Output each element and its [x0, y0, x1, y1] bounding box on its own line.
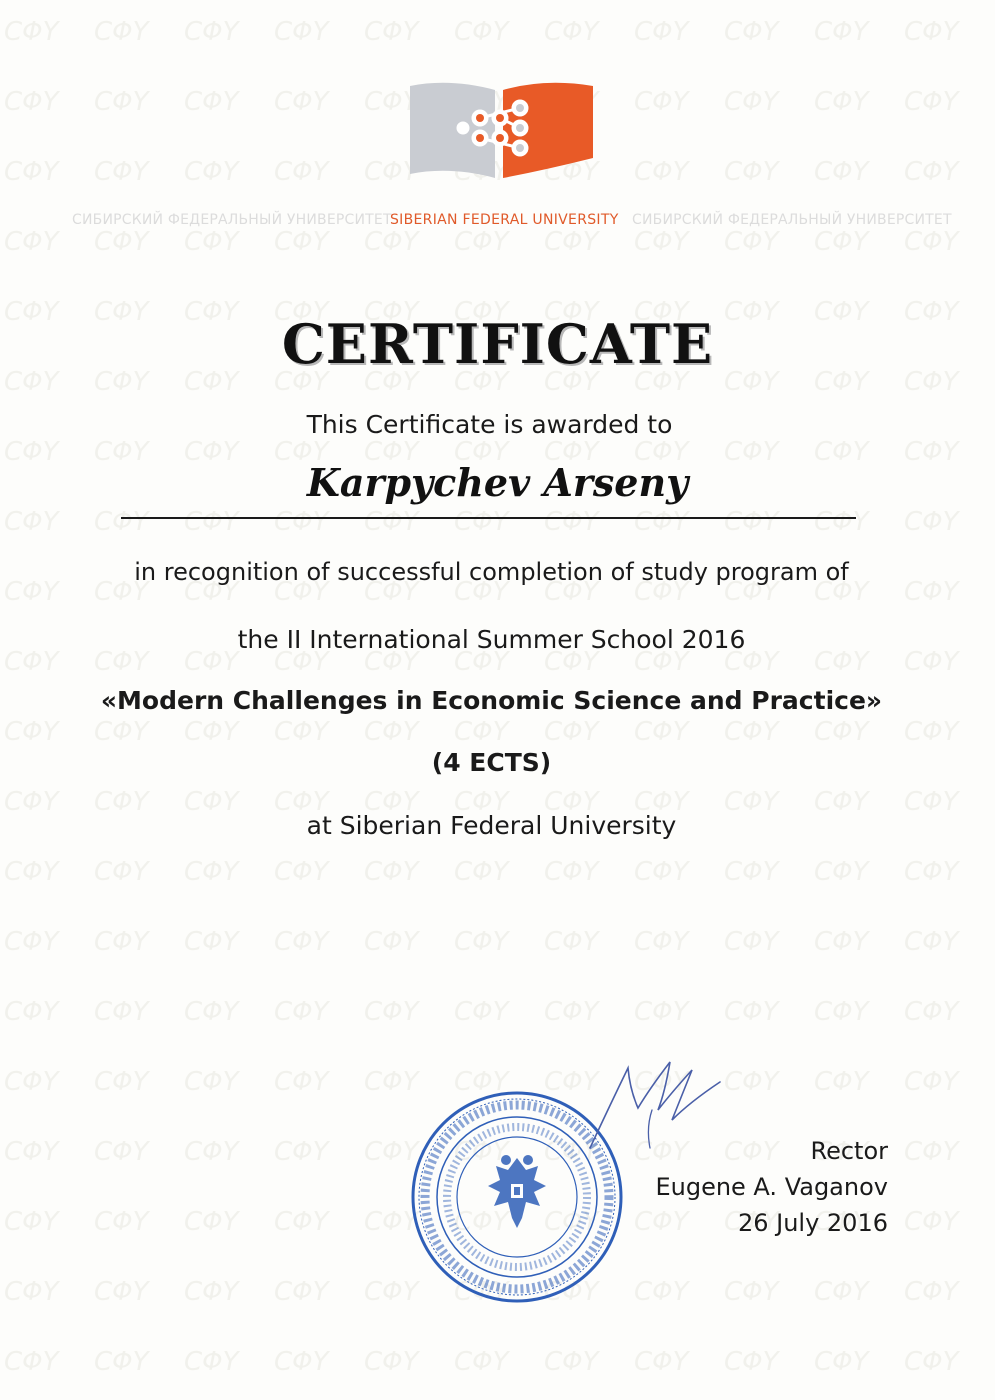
sfu-logo-icon	[405, 78, 600, 188]
signature-date: 26 July 2016	[737, 1209, 888, 1237]
signatory-name: Eugene A. Vaganov	[655, 1173, 888, 1201]
school-text: the II International Summer School 2016	[237, 625, 746, 654]
university-name-en: SIBERIAN FEDERAL UNIVERSITY	[390, 212, 619, 228]
signatory-role: Rector	[810, 1137, 888, 1165]
recognition-text: in recognition of successful completion of study program of	[134, 558, 849, 586]
recipient-underline	[121, 517, 856, 519]
university-name-row	[0, 212, 995, 236]
university-name-ru-left: СИБИРСКИЙ ФЕДЕРАЛЬНЫЙ УНИВЕРСИТЕТ	[72, 212, 392, 228]
recipient-name: Karpychev Arseny	[306, 460, 689, 505]
awarded-to-text: This Certificate is awarded to	[306, 410, 673, 439]
institution-text: at Siberian Federal University	[306, 811, 677, 840]
signatory-block	[655, 1133, 888, 1241]
university-name-ru-right: СИБИРСКИЙ ФЕДЕРАЛЬНЫЙ УНИВЕРСИТЕТ	[632, 212, 952, 228]
course-title: «Modern Challenges in Economic Science and Practice»	[100, 686, 883, 715]
credits-text: (4 ECTS)	[431, 748, 552, 777]
certificate-title: CERTIFICATE	[281, 312, 714, 376]
